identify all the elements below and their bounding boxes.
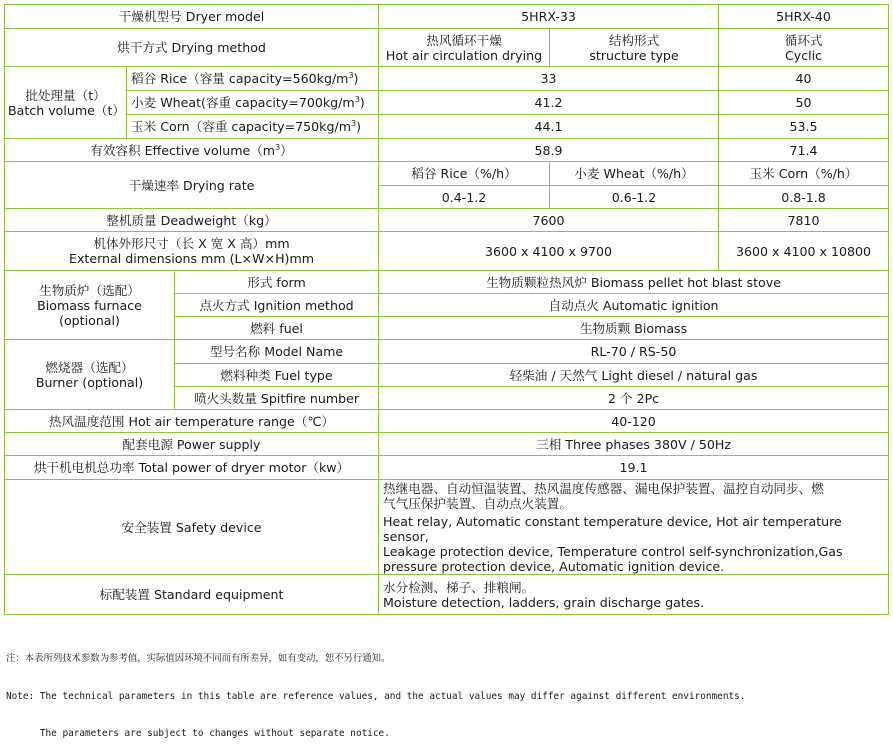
burner-spitfire-value: 2 个 2Pc [379,387,889,410]
effective-volume-b: 71.4 [719,139,889,162]
drying-method-a-cn: 热风循环干燥 [426,32,502,48]
drying-rate-corn-head: 玉米 Corn（%/h） [719,162,889,186]
batch-rice-b: 40 [719,67,889,91]
hot-air-temp-label: 热风温度范围 Hot air temperature range（℃） [5,410,379,433]
note-cn: 注：本表所列技术参数为参考值，实际值因环境不同而有所差异，如有变动，恕不另行通知。 [6,653,391,664]
drying-rate-rice: 0.4-1.2 [379,186,550,209]
drying-method-label: 烘干方式 Drying method [5,29,379,67]
row-hot-air-temp [5,410,889,433]
safety-device-label: 安全装置 Safety device [5,480,379,575]
burner-model-label: 型号名称 Model Name [175,340,379,364]
note-en-1: Note: The technical parameters in this table are reference values, and the actual values may differ against different environments. [6,690,746,702]
motor-power-label: 烘干机电机总功率 Total power of dryer motor（kw） [5,456,379,480]
model-a: 5HRX-33 [379,5,719,29]
row-safety-device [5,480,889,575]
standard-line: 水分检测、梯子、排粮闸。 [383,579,535,595]
burner-model-value: RL-70 / RS-50 [379,340,889,364]
biomass-form-label: 形式 form [175,271,379,294]
standard-equipment-label: 标配装置 Standard equipment [5,575,379,615]
row-batch-corn [5,115,889,139]
dryer-model-label: 干燥机型号 Dryer model [5,5,379,29]
row-drying-rate-head [5,162,889,186]
batch-wheat-label: 小麦 Wheat(容重 $capacity=700kg/m^3$) [127,91,379,115]
safety-line: 气气压保护装置、自动点火装置。 [383,495,572,511]
standard-equipment-value [379,575,889,615]
drying-rate-wheat-head: 小麦 Wheat（%/h） [550,162,719,186]
row-dimensions [5,232,889,271]
dimensions-b: 3600 x 4100 x 10800 [719,232,889,271]
batch-rice-a: 33 [379,67,719,91]
dimensions-label [5,232,379,271]
row-motor-power [5,456,889,480]
row-burner-model [5,340,889,364]
biomass-fuel-value: 生物质颗 Biomass [379,317,889,340]
hot-air-temp-value: 40-120 [379,410,889,433]
deadweight-label: 整机质量 Deadweight（kg） [5,209,379,232]
batch-volume-label-en: Batch volume（t） [8,102,125,118]
row-biomass-form [5,271,889,294]
row-drying-method [5,29,889,67]
drying-method-b [719,29,889,67]
drying-rate-corn: 0.8-1.8 [719,186,889,209]
dimensions-label-cn: 机体外形尺寸（长 X 宽 X 高）mm [93,236,290,251]
structure-type-en: structure type [589,47,679,63]
burner-fuel-label: 燃料种类 Fuel type [175,364,379,387]
drying-method-a [379,29,550,67]
dimensions-a: 3600 x 4100 x 9700 [379,232,719,271]
row-deadweight [5,209,889,232]
batch-volume-label-cn: 批处理量（t） [25,87,106,103]
batch-corn-a: 44.1 [379,115,719,139]
drying-method-b-cn: 循环式 [784,32,823,48]
dimensions-label-en: External dimensions mm (L×W×H)mm [69,251,314,266]
row-effective-volume [5,139,889,162]
row-standard-equipment [5,575,889,615]
effective-volume-a: 58.9 [379,139,719,162]
biomass-form-value: 生物质颗粒热风炉 Biomass pellet hot blast stove [379,271,889,294]
row-batch-wheat [5,91,889,115]
safety-line: Leakage protection device, Temperature control self-synchronization,Gas [383,543,843,559]
batch-wheat-a: 41.2 [379,91,719,115]
drying-method-b-en: Cyclic [784,47,823,63]
structure-type-cn: 结构形式 [608,32,660,48]
safety-line: 热继电器、自动恒温装置、热风温度传感器、漏电保护装置、温控自动同步、燃 [383,480,824,496]
burner-spitfire-label: 喷火头数量 Spitfire number [175,387,379,410]
batch-rice-label: 稻谷 Rice（容量 $capacity=560kg/m^3$) [127,67,379,91]
model-b: 5HRX-40 [719,5,889,29]
biomass-furnace-label [5,271,175,340]
safety-line: pressure protection device, Automatic ignition device. [383,558,725,574]
drying-rate-wheat: 0.6-1.2 [550,186,719,209]
burner-label-cn: 燃烧器（选配） [45,359,134,375]
biomass-label-en: Biomass furnace [37,297,142,313]
footnotes [6,628,890,753]
biomass-label-optional: (optional) [59,312,120,328]
deadweight-a: 7600 [379,209,719,232]
effective-volume-label: 有效容积 Effective $volume(m^3)$ [5,139,379,162]
safety-line: Heat relay, Automatic constant temperature device, Hot air temperature sensor, [383,513,842,544]
drying-rate-label: 干燥速率 Drying rate [5,162,379,209]
biomass-ignition-value: 自动点火 Automatic ignition [379,294,889,317]
row-batch-rice [5,67,889,91]
burner-label [5,340,175,410]
drying-method-a-en: Hot air circulation drying [385,47,543,63]
batch-wheat-b: 50 [719,91,889,115]
motor-power-value: 19.1 [379,456,889,480]
drying-rate-rice-head: 稻谷 Rice（%/h） [379,162,550,186]
dryer-spec-table [4,4,889,615]
power-supply-label: 配套电源 Power supply [5,433,379,456]
standard-line: Moisture detection, ladders, grain discharge gates. [383,594,705,610]
batch-volume-label [5,67,127,139]
biomass-label-cn: 生物质炉（选配） [39,282,140,298]
power-supply-value: 三相 Three phases 380V / 50Hz [379,433,889,456]
burner-fuel-value: 轻柴油 / 天然气 Light diesel / natural gas [379,364,889,387]
biomass-fuel-label: 燃料 fuel [175,317,379,340]
note-en-2: The parameters are subject to changes without separate notice. [6,728,390,739]
batch-corn-b: 53.5 [719,115,889,139]
row-dryer-model [5,5,889,29]
deadweight-b: 7810 [719,209,889,232]
burner-label-en: Burner (optional) [35,374,144,390]
safety-device-value [379,480,889,575]
biomass-ignition-label: 点火方式 Ignition method [175,294,379,317]
structure-type [550,29,719,67]
row-power-supply [5,433,889,456]
batch-corn-label: 玉米 Corn（容重 $capacity=750kg/m^3$) [127,115,379,139]
